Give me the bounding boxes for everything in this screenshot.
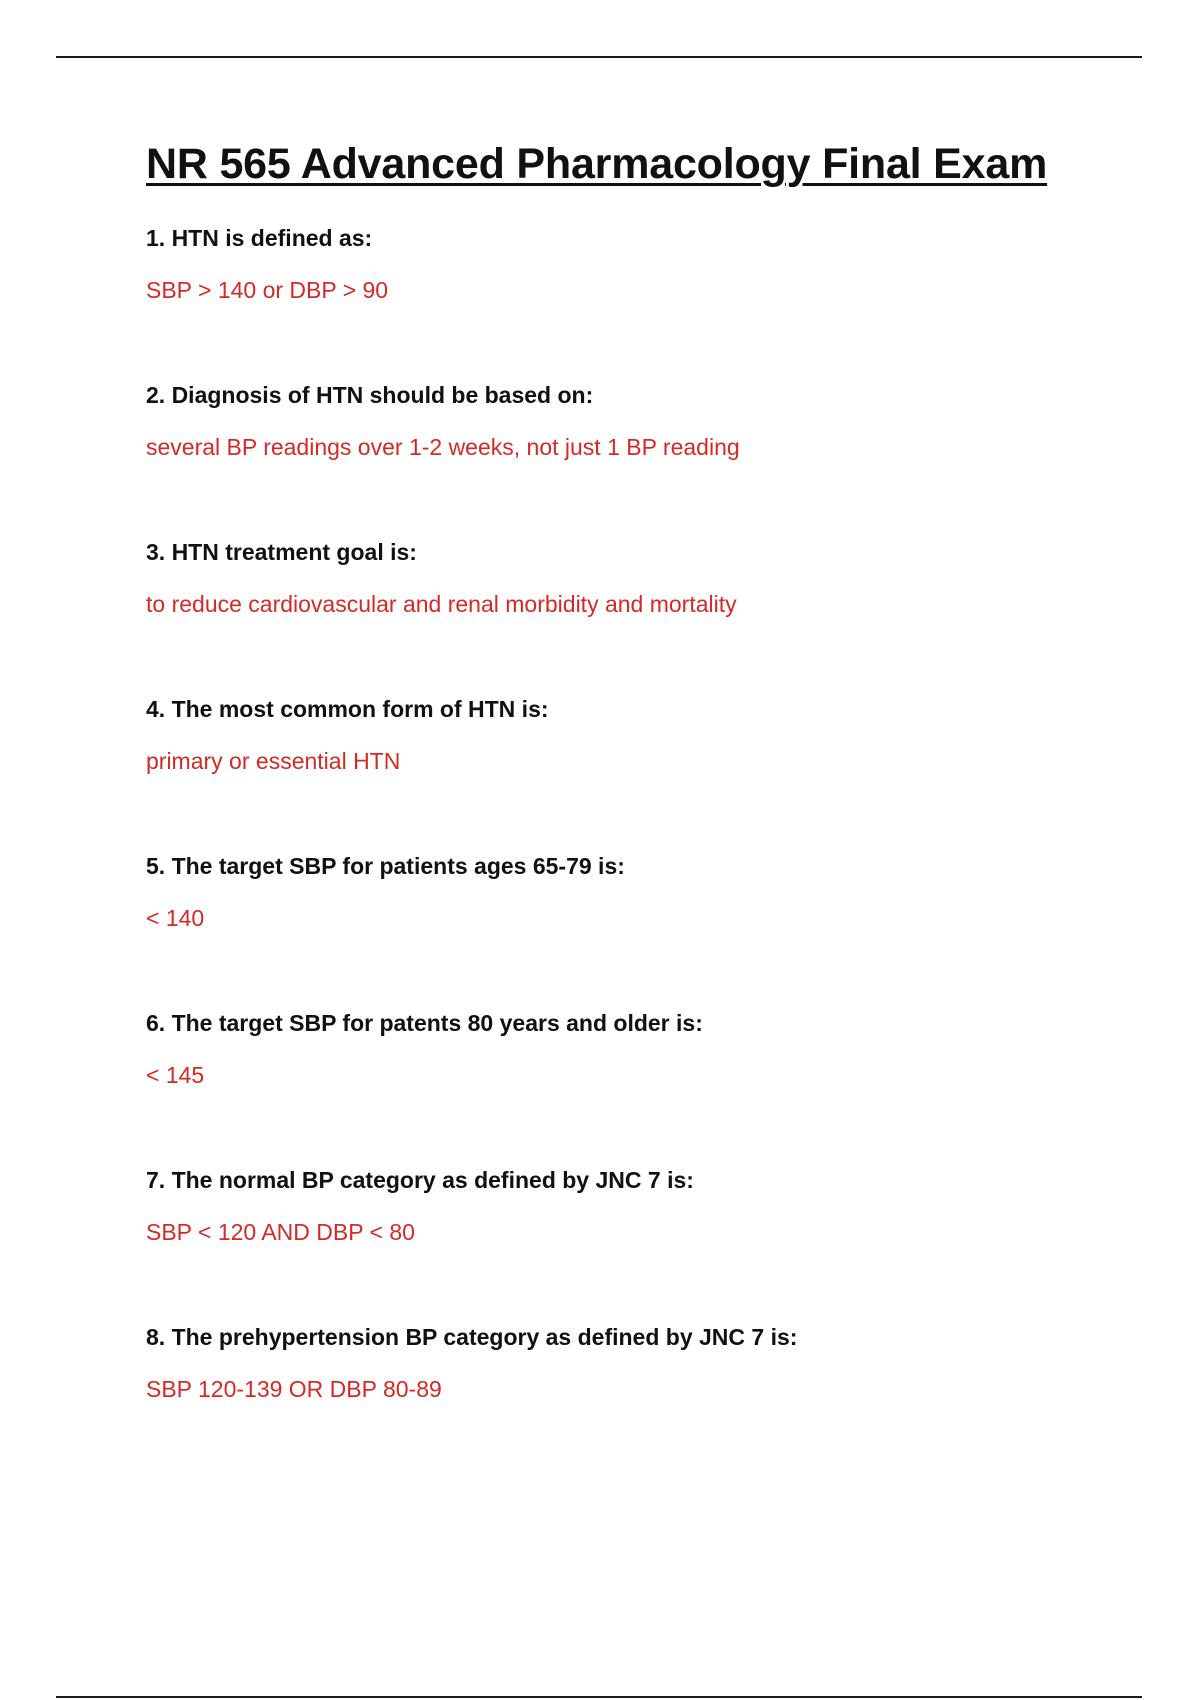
answer-text: several BP readings over 1-2 weeks, not just 1 BP reading [146, 434, 740, 460]
question-item-2 [146, 381, 1146, 538]
answer-text: to reduce cardiovascular and renal morbidity and mortality [146, 591, 737, 617]
answer-text: < 145 [146, 1062, 205, 1088]
question-text: 4. The most common form of HTN is: [146, 696, 549, 722]
question-item-8 [146, 1323, 1146, 1480]
question-item-6 [146, 1009, 1146, 1166]
answer-text: primary or essential HTN [146, 748, 401, 774]
question-item-3 [146, 538, 1146, 695]
header-divider [56, 56, 1142, 58]
answer-text: SBP 120-139 OR DBP 80-89 [146, 1376, 442, 1402]
question-text: 8. The prehypertension BP category as defined by JNC 7 is: [146, 1324, 798, 1350]
page-title: NR 565 Advanced Pharmacology Final Exam [146, 140, 1048, 188]
question-text: 2. Diagnosis of HTN should be based on: [146, 382, 594, 408]
question-text: 1. HTN is defined as: [146, 225, 373, 251]
question-text: 7. The normal BP category as defined by JNC 7 is: [146, 1167, 694, 1193]
answer-text: SBP > 140 or DBP > 90 [146, 277, 389, 303]
question-list [146, 224, 1146, 1480]
question-item-4 [146, 695, 1146, 852]
question-item-7 [146, 1166, 1146, 1323]
question-item-1 [146, 224, 1146, 381]
footer-divider [56, 1696, 1142, 1698]
question-text: 6. The target SBP for patents 80 years and older is: [146, 1010, 703, 1036]
answer-text: SBP < 120 AND DBP < 80 [146, 1219, 415, 1245]
question-text: 3. HTN treatment goal is: [146, 539, 417, 565]
answer-text: < 140 [146, 905, 205, 931]
question-item-5 [146, 852, 1146, 1009]
question-text: 5. The target SBP for patients ages 65-79 is: [146, 853, 625, 879]
